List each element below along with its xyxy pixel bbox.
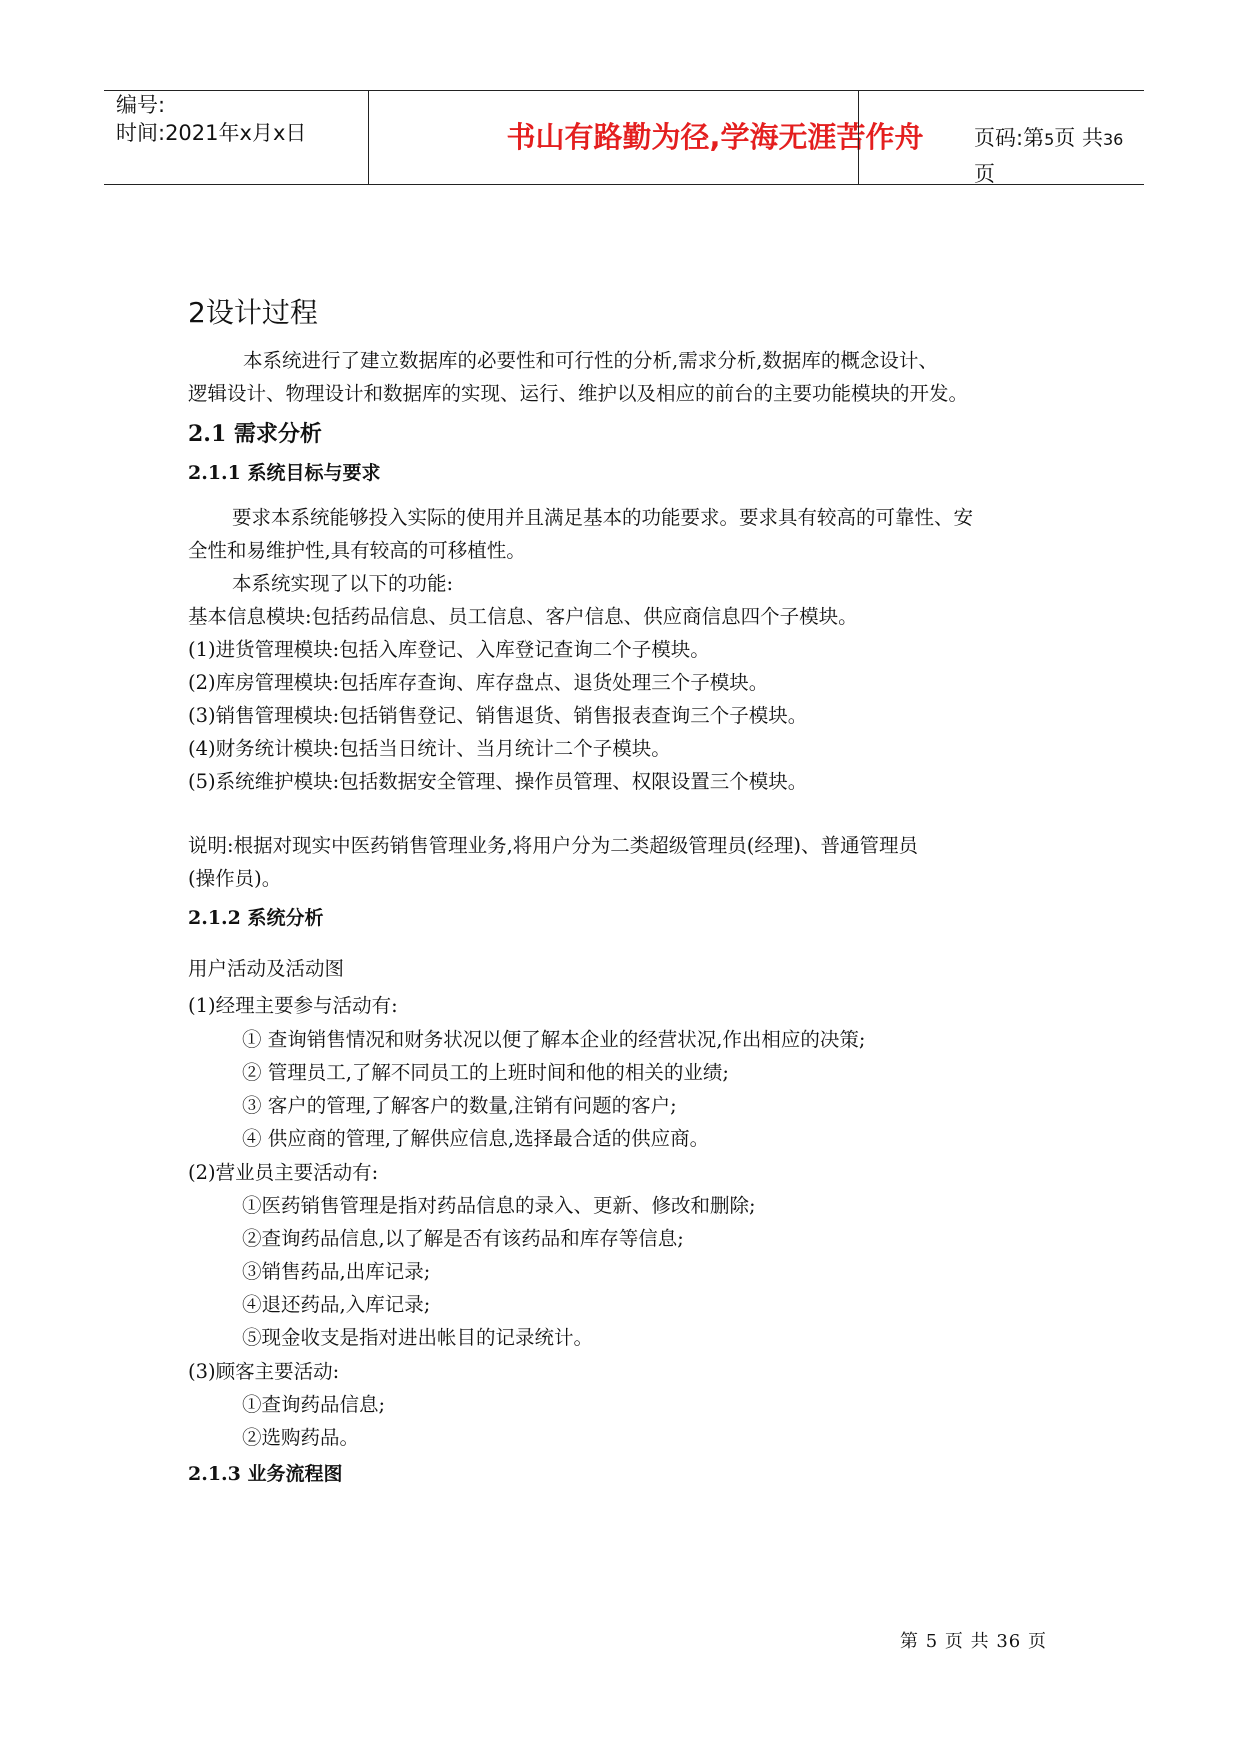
heading-2-1: 2.1 需求分析 bbox=[188, 421, 322, 447]
customer-activity-2: ②选购药品。 bbox=[242, 1426, 360, 1449]
header-page-prefix: 页码:第 bbox=[974, 126, 1045, 150]
manager-activity-3: ③ 客户的管理,了解客户的数量,注销有问题的客户; bbox=[242, 1094, 677, 1117]
heading-2-1-3: 2.1.3 业务流程图 bbox=[188, 1463, 343, 1485]
manager-activities: (1)经理主要参与活动有: bbox=[188, 994, 398, 1017]
manager-activity-4: ④ 供应商的管理,了解供应信息,选择最合适的供应商。 bbox=[242, 1127, 710, 1150]
note-line-1: 说明:根据对现实中医药销售管理业务,将用户分为二类超级管理员(经理)、普通管理员 bbox=[188, 834, 918, 857]
clerk-activity-4: ④退还药品,入库记录; bbox=[242, 1293, 431, 1316]
clerk-activity-3: ③销售药品,出库记录; bbox=[242, 1260, 431, 1283]
requirement-line-1: 要求本系统能够投入实际的使用并且满足基本的功能要求。要求具有较高的可靠性、安 bbox=[232, 506, 974, 529]
section-title: 2设计过程 bbox=[188, 296, 318, 329]
module-2: (2)库房管理模块:包括库存查询、库存盘点、退货处理三个子模块。 bbox=[188, 671, 769, 694]
functions-intro: 本系统实现了以下的功能: bbox=[232, 572, 454, 595]
module-1: (1)进货管理模块:包括入库登记、入库登记查询二个子模块。 bbox=[188, 638, 710, 661]
heading-2-1-2: 2.1.2 系统分析 bbox=[188, 907, 324, 929]
header-page-total: 36 bbox=[1102, 130, 1124, 149]
header-page-suffix: 页 bbox=[974, 162, 995, 186]
intro-line-1: 本系统进行了建立数据库的必要性和可行性的分析,需求分析,数据库的概念设计、 bbox=[243, 349, 938, 372]
customer-activities: (3)顾客主要活动: bbox=[188, 1360, 340, 1383]
clerk-activity-5: ⑤现金收支是指对进出帐目的记录统计。 bbox=[242, 1326, 594, 1349]
note-line-2: (操作员)。 bbox=[188, 867, 282, 890]
header-number-label: 编号: bbox=[116, 93, 166, 117]
header-table bbox=[104, 90, 1144, 185]
module-3: (3)销售管理模块:包括销售登记、销售退货、销售报表查询三个子模块。 bbox=[188, 704, 808, 727]
requirement-line-2: 全性和易维护性,具有较高的可移植性。 bbox=[188, 539, 526, 562]
intro-line-2: 逻辑设计、物理设计和数据库的实现、运行、维护以及相应的前台的主要功能模块的开发。 bbox=[188, 382, 969, 405]
module-5: (5)系统维护模块:包括数据安全管理、操作员管理、权限设置三个模块。 bbox=[188, 770, 808, 793]
manager-activity-2: ② 管理员工,了解不同员工的上班时间和他的相关的业绩; bbox=[242, 1061, 729, 1084]
customer-activity-1: ①查询药品信息; bbox=[242, 1393, 386, 1416]
header-date-label: 时间:2021年x月x日 bbox=[116, 121, 307, 145]
header-motto: 书山有路勤为径,学海无涯苦作舟 bbox=[506, 120, 924, 154]
header-divider-right bbox=[858, 91, 859, 184]
clerk-activity-1: ①医药销售管理是指对药品信息的录入、更新、修改和删除; bbox=[242, 1194, 756, 1217]
page-footer: 第 5 页 共 36 页 bbox=[900, 1631, 1047, 1652]
header-page-num: 5 bbox=[1044, 130, 1055, 149]
header-left-cell bbox=[116, 91, 306, 147]
header-divider-left bbox=[368, 91, 369, 184]
manager-activity-1: ① 查询销售情况和财务状况以便了解本企业的经营状况,作出相应的决策; bbox=[242, 1028, 866, 1051]
heading-2-1-1: 2.1.1 系统目标与要求 bbox=[188, 462, 381, 484]
header-page-mid: 页 共 bbox=[1054, 126, 1103, 150]
clerk-activities: (2)营业员主要活动有: bbox=[188, 1161, 379, 1184]
clerk-activity-2: ②查询药品信息,以了解是否有该药品和库存等信息; bbox=[242, 1227, 684, 1250]
user-activity-title: 用户活动及活动图 bbox=[188, 957, 345, 980]
module-basic: 基本信息模块:包括药品信息、员工信息、客户信息、供应商信息四个子模块。 bbox=[188, 605, 858, 628]
module-4: (4)财务统计模块:包括当日统计、当月统计二个子模块。 bbox=[188, 737, 671, 760]
header-page-info bbox=[974, 121, 1144, 191]
